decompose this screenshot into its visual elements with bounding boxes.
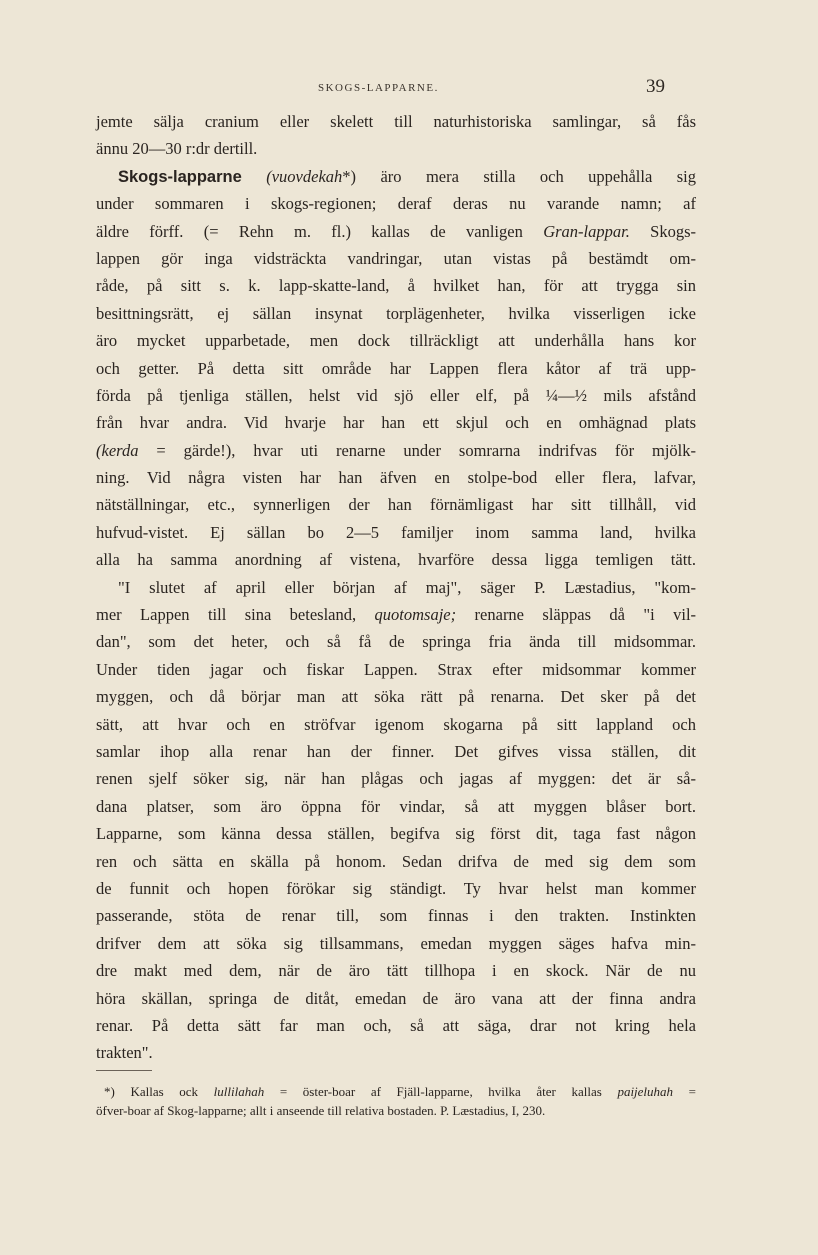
text-line: och getter. På detta sitt område har Lappen flera kåtor af trä upp- [96, 358, 696, 378]
footnote-mark: *) [104, 1084, 115, 1099]
lapp-term: (kerda [96, 440, 139, 460]
footnote-line [96, 1082, 696, 1101]
text-line: myggen, och då börjar man att söka rätt på renarna. Det sker på det [96, 687, 696, 707]
text-span: Skogs- [650, 221, 697, 241]
text-line: samlar ihop alla renar han der finner. Det gifves vissa ställen, dit [96, 741, 696, 761]
text-span: = gärde!), hvar uti renarne under somrarna indrifvas för mjölk- [156, 440, 697, 460]
text-line: under sommaren i skogs-regionen; deraf deras nu varande namn; af [96, 194, 696, 214]
text-line: förda på tjenliga ställen, helst vid sjö eller elf, på ¼—½ mils afstånd [96, 385, 696, 405]
text-span: mer Lappen till sina betesland, [96, 605, 357, 625]
lapp-term: lullilahah [213, 1084, 265, 1099]
text-line: "I slutet af april eller början af maj", säger P. Læstadius, "kom- [118, 577, 696, 597]
text-line: hufvud-vistet. Ej sällan bo 2—5 familjer inom samma land, hvilka [96, 522, 696, 542]
text-span: Kallas ock [130, 1084, 199, 1099]
footnote-rule [96, 1070, 152, 1071]
section-heading: Skogs-lapparne [118, 167, 242, 186]
text-line [96, 218, 696, 245]
text-line: passerande, stöta de renar till, som finnas i den trakten. Instinkten [96, 906, 696, 926]
text-span: renarne släppas då "i vil- [474, 605, 697, 625]
text-line [96, 437, 696, 464]
text-line: äro mycket upparbetade, men dock tillräckligt att underhålla hans kor [96, 331, 696, 351]
text-line: från hvar andra. Vid hvarje har han ett skjul och en omhägnad plats [96, 413, 696, 433]
text-line: ren och sätta en skälla på honom. Sedan drifva de med sig dem som [96, 851, 696, 871]
text-line: sätt, att hvar och en ströfvar igenom skogarna på sitt lappland och [96, 714, 696, 734]
text-line: Lapparne, som känna dessa ställen, begifva sig först dit, taga fast någon [96, 824, 696, 844]
text-line [96, 163, 696, 190]
text-line: alla ha samma anordning af vistena, hvarföre dessa ligga temligen tätt. [96, 550, 696, 570]
page-number: 39 [646, 76, 665, 97]
body-text [96, 108, 696, 1067]
text-line: renar. På detta sätt far man och, så att säga, drar not kring hela [96, 1015, 696, 1035]
text-line: lappen gör inga vidsträckta vandringar, utan vistas på bestämdt om- [96, 248, 696, 268]
running-head: SKOGS-LAPPARNE. [318, 82, 439, 94]
text-span: äldre förff. (= Rehn m. fl.) kallas de vanligen [96, 221, 523, 241]
footnote-line: öfver-boar af Skog-lapparne; allt i anseende till relativa bostaden. P. Læstadius, I, 230. [96, 1103, 546, 1118]
lapp-term: (vuovdekah [266, 166, 343, 186]
text-line [96, 601, 696, 628]
text-line: besittningsrätt, ej sällan insynat torplägenheter, hvilka visserligen icke [96, 303, 696, 323]
text-line: Under tiden jagar och fiskar Lappen. Strax efter midsommar kommer [96, 659, 696, 679]
lapp-term: quotomsaje; [374, 605, 457, 625]
text-line: renen sjelf söker sig, när han plågas och jagas af myggen: det är så- [96, 769, 696, 789]
text-span: = öster-boar af Fjäll-lapparne, hvilka åter kallas [279, 1084, 602, 1099]
text-line: trakten". [96, 1043, 153, 1063]
text-line: ännu 20—30 r:dr dertill. [96, 139, 258, 159]
lapp-term: paijeluhah [617, 1084, 674, 1099]
page-header [0, 76, 818, 100]
text-line: jemte sälja cranium eller skelett till naturhistoriska samlingar, så fås [96, 112, 696, 131]
text-span: *) äro mera stilla och uppehålla sig [342, 166, 696, 186]
text-line: nätställningar, etc., synnerligen der han förnämligast har sitt tillhåll, vid [96, 495, 696, 515]
lapp-term: Gran-lappar. [543, 221, 630, 241]
footnote [96, 1082, 696, 1120]
text-line: dana platser, som äro öppna för vindar, så att myggen blåser bort. [96, 796, 696, 816]
text-line: höra skällan, springa de ditåt, emedan de äro vana att der finna andra [96, 988, 696, 1008]
text-line: de funnit och hopen förökar sig ständigt. Ty hvar helst man kommer [96, 878, 696, 898]
text-line: drifver dem att söka sig tillsammans, emedan myggen säges hafva min- [96, 933, 696, 953]
text-line: råde, på sitt s. k. lapp-skatte-land, å hvilket han, för att trygga sin [96, 276, 696, 296]
text-line: ning. Vid några visten har han äfven en stolpe-bod eller flera, lafvar, [96, 468, 696, 488]
text-span: = [688, 1084, 696, 1099]
text-line: dan", som det heter, och så få de springa fria ända till midsommar. [96, 632, 696, 652]
text-line: dre makt med dem, när de äro tätt tillhopa i en skock. När de nu [96, 961, 696, 981]
